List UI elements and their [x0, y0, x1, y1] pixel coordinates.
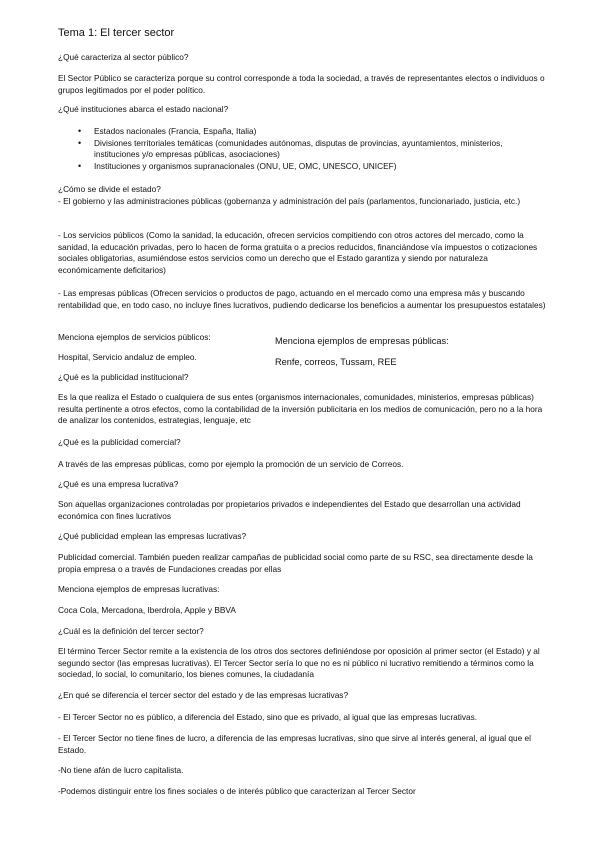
question-11: ¿Cuál es la definición del tercer sector?	[58, 626, 204, 636]
question-7: ¿Qué es la publicidad comercial?	[58, 437, 181, 447]
list-item: • Estados nacionales (Francia, España, Italia)	[78, 126, 548, 138]
answer-12b: - El Tercer Sector no tiene fines de lucro, a diferencia de las empresas lucrativas, sino que sirve al interés general, al igual que el Estado.	[58, 733, 532, 755]
answer-9: Publicidad comercial. También pueden realizar campañas de publicidad social como parte de su RSC, sea directamente desde la propia empresa o a través de Fundaciones creadas por ellas	[58, 552, 533, 574]
answer-12c: -No tiene afán de lucro capitalista.	[58, 765, 184, 775]
list-item: • Divisiones territoriales temáticas (comunidades autónomas, disputas de provincias, ayuntamientos, ministerios, instituciones y/o empresas públicas, asociaciones)	[78, 138, 548, 161]
list-item: • Instituciones y organismos supranacionales (ONU, UE, OMC, UNESCO, UNICEF)	[78, 161, 548, 173]
question-3: ¿Cómo se divide el estado?	[58, 184, 161, 194]
page-title: Tema 1: El tercer sector	[58, 27, 175, 39]
institutions-list	[78, 126, 548, 172]
answer-5: Renfe, correos, Tussam, REE	[275, 357, 397, 367]
answer-6: Es la que realiza el Estado o cualquiera de sus entes (organismos internacionales, comunidades, ministerios, empresas públicas) resulta pertinente a otros efectos, como la contabilidad de la inversión publicitaria en los medios de comunicación, pero no a la hora de analizar los contenidos, estrategias, lenguaje, etc	[58, 392, 543, 426]
answer-3c: - Las empresas públicas (Ofrecen servicios o productos de pago, actuando en el mercado como una empresa más y buscando rentabilidad que, en todo caso, no incluye fines lucrativos, pudiendo dedicarse los beneficios a aumentar los presupuestos estatales)	[58, 288, 546, 310]
answer-8: Son aquellas organizaciones controladas por propietarios privados e independientes del Estado que desarrollan una actividad económica con fines lucrativos	[58, 499, 521, 521]
answer-11: El término Tercer Sector remite a la existencia de los otros dos sectores definiéndose por oposición al primer sector (el Estado) y al segundo sector (las empresas lucrativas). El Tercer Sector sería lo que no es ni público ni lucrativo remitiendo a términos como la sociedad, lo social, lo comunitario, los bienes comunes, la ciudadanía	[58, 646, 540, 680]
answer-4: Hospital, Servicio andaluz de empleo.	[58, 352, 197, 362]
answer-1: El Sector Público se caracteriza porque su control corresponde a toda la sociedad, a través de representantes electos o individuos o grupos legitimados por el poder político.	[58, 73, 545, 95]
question-9: ¿Qué publicidad emplean las empresas lucrativas?	[58, 531, 247, 541]
question-6: ¿Qué es la publicidad institucional?	[58, 372, 189, 382]
question-8: ¿Qué es una empresa lucrativa?	[58, 479, 179, 489]
question-12: ¿En qué se diferencia el tercer sector del estado y de las empresas lucrativas?	[58, 690, 349, 700]
answer-12a: - El Tercer Sector no es público, a diferencia del Estado, sino que es privado, al igual que las empresas lucrativas.	[58, 712, 478, 722]
question-1: ¿Qué caracteriza al sector público?	[58, 52, 189, 62]
answer-7: A través de las empresas públicas, como por ejemplo la promoción de un servicio de Correos.	[58, 459, 404, 469]
question-4: Menciona ejemplos de servicios públicos:	[58, 332, 211, 342]
answer-3b: - Los servicios públicos (Como la sanidad, la educación, ofrecen servicios compitiendo con otros actores del mercado, como la sanidad, la educación privadas, pero lo hacen de forma gratuita o a precios reducidos, financiándose vía impuestos o cotizaciones sociales obligatorias, asumiéndose estos servicios como un derecho que el Estado garantiza y siendo por naturaleza económicamente deficitarios)	[58, 230, 538, 275]
question-10: Menciona ejemplos de empresas lucrativas:	[58, 584, 220, 594]
question-5: Menciona ejemplos de empresas públicas:	[275, 336, 449, 346]
answer-3a: - El gobierno y las administraciones públicas (gobernanza y administración del país (parlamentos, funcionariado, justicia, etc.)	[58, 196, 521, 206]
answer-12d: -Podemos distinguir entre los fines sociales o de interés público que caracterizan al Tercer Sector	[58, 786, 416, 796]
answer-10: Coca Cola, Mercadona, Iberdrola, Apple y BBVA	[58, 605, 236, 615]
question-2: ¿Qué instituciones abarca el estado nacional?	[58, 104, 229, 114]
